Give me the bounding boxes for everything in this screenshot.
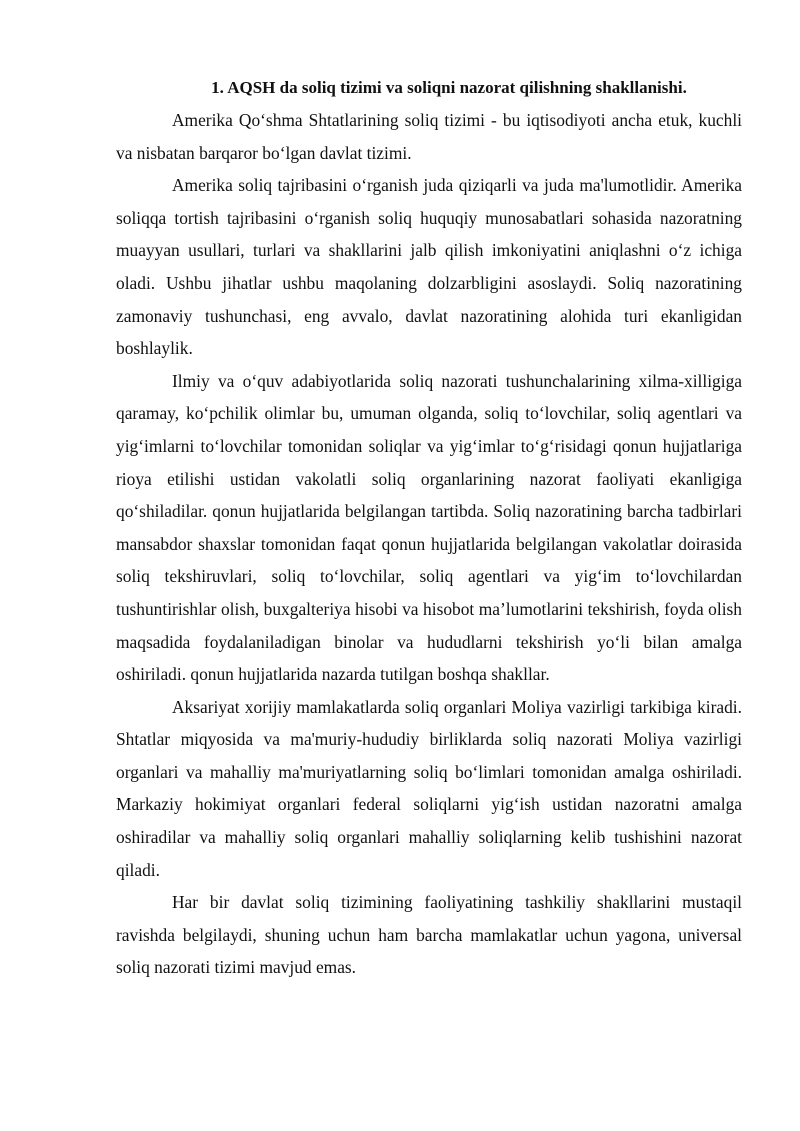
paragraph-4: Aksariyat xorijiy mamlakatlarda soliq organlari Moliya vazirligi tarkibiga kiradi. Shtatlar miqyosida va ma'muriy-hududiy birliklarda soliq nazorati Moliya vazirligi organlari va mahalliy ma'muriyatlarning soliq bo‘limlari tomonidan amalga oshiriladi. Markaziy hokimiyat organlari federal soliqlarni yig‘ish ustidan nazoratni amalga oshiradilar va mahalliy soliq organlari mahalliy soliqlarning kelib tushishini nazorat qiladi. [116, 696, 742, 880]
paragraph-3: Ilmiy va o‘quv adabiyotlarida soliq nazorati tushunchalarining xilma-xilligiga qaramay, ko‘pchilik olimlar bu, umuman olganda, soliq to‘lovchilar, soliq agentlari va yig‘imlarni to‘lovchilar tomonidan soliqlar va yig‘imlar to‘g‘risidagi qonun hujjatlariga rioya etilishi ustidan vakolatli soliq organlarining nazorat faoliyati ekanligiga qo‘shiladilar. qonun hujjatlarida belgilangan tartibda. Soliq nazoratining barcha tadbirlari mansabdor shaxslar tomonidan faqat qonun hujjatlarida belgilangan vakolatlar doirasida soliq tekshiruvlari, soliq to‘lovchilar, soliq agentlari va yig‘im to‘lovchilardan tushuntirishlar olish, buxgalteriya hisobi va hisobot ma’lumotlarini tekshirish, foyda olish maqsadida foydalaniladigan binolar va hududlarni tekshirish yo‘li bilan amalga oshiriladi. qonun hujjatlarida nazarda tutilgan boshqa shakllar. [116, 370, 742, 685]
paragraph-1: Amerika Qo‘shma Shtatlarining soliq tizimi - bu iqtisodiyoti ancha etuk, kuchli va nisbatan barqaror bo‘lgan davlat tizimi. [116, 110, 742, 163]
document-page [116, 72, 742, 984]
paragraph-5: Har bir davlat soliq tizimining faoliyatining tashkiliy shakllarini mustaqil ravishda belgilaydi, shuning uchun ham barcha mamlakatlar uchun yagona, universal soliq nazorati tizimi mavjud emas. [116, 892, 742, 978]
paragraph-2: Amerika soliq tajribasini o‘rganish juda qiziqarli va juda ma'lumotlidir. Amerika soliqqa tortish tajribasini o‘rganish soliq huquqiy munosabatlari sohasida nazoratning muayyan usullari, turlari va shakllarini jalb qilish imkoniyatini aniqlashni o‘z ichiga oladi. Ushbu jihatlar ushbu maqolaning dolzarbligini asoslaydi. Soliq nazoratining zamonaviy tushunchasi, eng avvalo, davlat nazoratining alohida turi ekanligidan boshlaylik. [116, 175, 742, 359]
section-heading: 1. AQSH da soliq tizimi va soliqni nazorat qilishning shakllanishi. [211, 78, 687, 97]
